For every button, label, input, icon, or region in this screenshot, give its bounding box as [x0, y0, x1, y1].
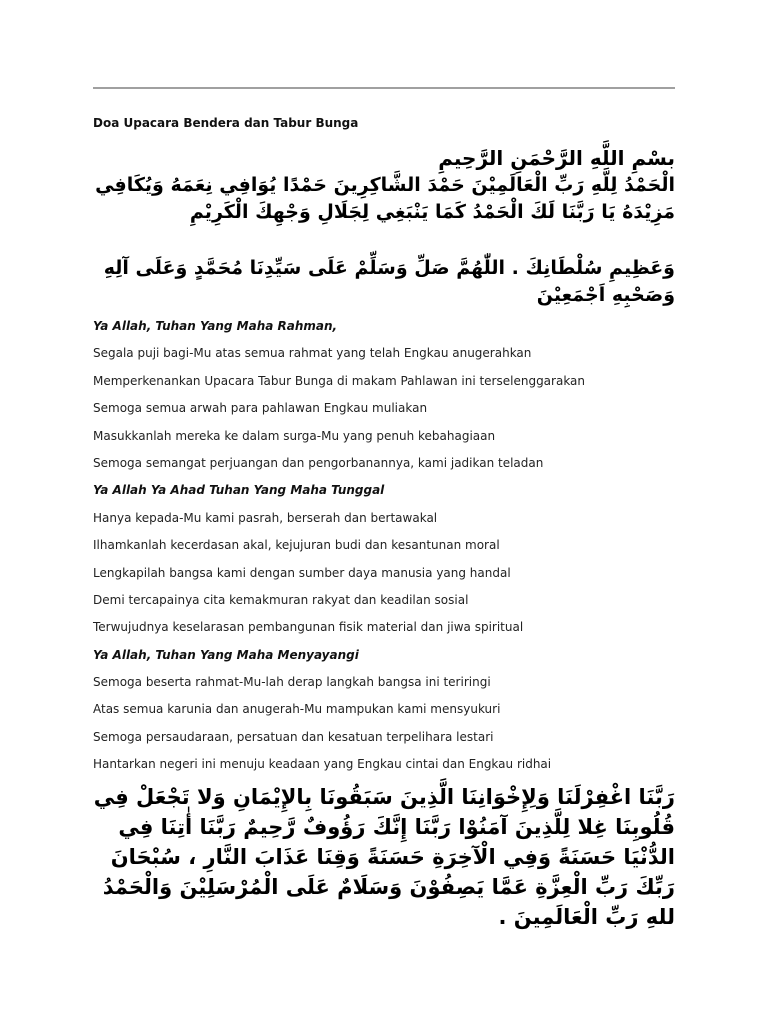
prayer-line: Semoga semua arwah para pahlawan Engkau muliakan	[93, 401, 428, 416]
prayer-line: Semoga semangat perjuangan dan pengorbanannya, kami jadikan teladan	[93, 455, 544, 470]
prayer-section-heading: Ya Allah, Tuhan Yang Maha Menyayangi	[93, 647, 359, 662]
prayer-line: Demi tercapainya cita kemakmuran rakyat dan keadilan sosial	[93, 592, 469, 607]
prayer-line: Terwujudnya keselarasan pembangunan fisik material dan jiwa spiritual	[93, 620, 524, 635]
arabic-closing-prayer: رَبَّنَا اغْفِرْلَنَا وَلِإِخْوَانِنَا الَّذِينَ سَبَقُونَا بِالإِيْمَانِ وَلا تَجْعَلْ فِي قُلُوبِنَا غِلا لِلَّذِينَ آمَنُوْا رَبَّنَا إِنَّكَ رَؤُوفٌ رَّحِيمٌ رَبَّنَا أٰتِنَا فِي الدُّنْيَا حَسَنَةً وَفِي الْآخِرَةِ حَسَنَةً وَقِنَا عَذَابَ النَّارِ ، سُبْحَانَ رَبِّكَ رَبِّ الْعِزَّةِ عَمَّا يَصِفُوْنَ وَسَلَامٌ عَلَى الْمُرْسَلِيْنَ وَالْحَمْدُ للهِ رَبِّ الْعَالَمِينَ .	[93, 785, 675, 929]
document-page	[93, 0, 675, 1024]
header-divider	[93, 87, 675, 89]
prayer-section-heading: Ya Allah, Tuhan Yang Maha Rahman,	[93, 319, 338, 333]
prayer-text-list	[93, 317, 675, 783]
document-title: Doa Upacara Bendera dan Tabur Bunga	[93, 116, 359, 130]
arabic-salawat: وَعَظِيمِ سُلْطَانِكَ . اللّٰهُمَّ صَلِّ وَسَلِّمْ عَلَى سَيِّدِنَا مُحَمَّدٍ وَعَلَى آلِهِ وَصَحْبِهِ اَجْمَعِيْنَ	[103, 257, 675, 306]
prayer-section-heading: Ya Allah Ya Ahad Tuhan Yang Maha Tunggal	[93, 483, 385, 498]
prayer-line: Masukkanlah mereka ke dalam surga-Mu yang penuh kebahagiaan	[93, 428, 496, 443]
prayer-line: Semoga beserta rahmat-Mu-lah derap langkah bangsa ini teriringi	[93, 675, 491, 690]
arabic-bismillah: بسْمِ اللَّهِ الرَّحْمَنِ الرَّحِيمِ	[438, 146, 675, 170]
prayer-line: Segala puji bagi-Mu atas semua rahmat yang telah Engkau anugerahkan	[93, 346, 532, 361]
prayer-line: Lengkapilah bangsa kami dengan sumber daya manusia yang handal	[93, 565, 511, 580]
prayer-line: Memperkenankan Upacara Tabur Bunga di makam Pahlawan ini terselenggarakan	[93, 373, 586, 388]
arabic-hamdalah: الْحَمْدُ لِلَّهِ رَبِّ الْعَالَمِيْنَ حَمْدَ الشَّاكِرِينَ حَمْدًا يُوَافِي نِعَمَهُ وَيُكَافِي مَزِيْدَهُ يَا رَبَّنَا لَكَ الْحَمْدُ كَمَا يَنْبَغِي لِجَلَالِ وَجْهِكَ الْكَرِيْمِ	[95, 174, 675, 223]
prayer-line: Semoga persaudaraan, persatuan dan kesatuan terpelihara lestari	[93, 729, 494, 744]
prayer-line: Ilhamkanlah kecerdasan akal, kejujuran budi dan kesantunan moral	[93, 538, 500, 553]
prayer-line: Hantarkan negeri ini menuju keadaan yang Engkau cintai dan Engkau ridhai	[93, 757, 552, 772]
prayer-line: Hanya kepada-Mu kami pasrah, berserah dan bertawakal	[93, 510, 438, 525]
prayer-line: Atas semua karunia dan anugerah-Mu mampukan kami mensyukuri	[93, 702, 501, 717]
